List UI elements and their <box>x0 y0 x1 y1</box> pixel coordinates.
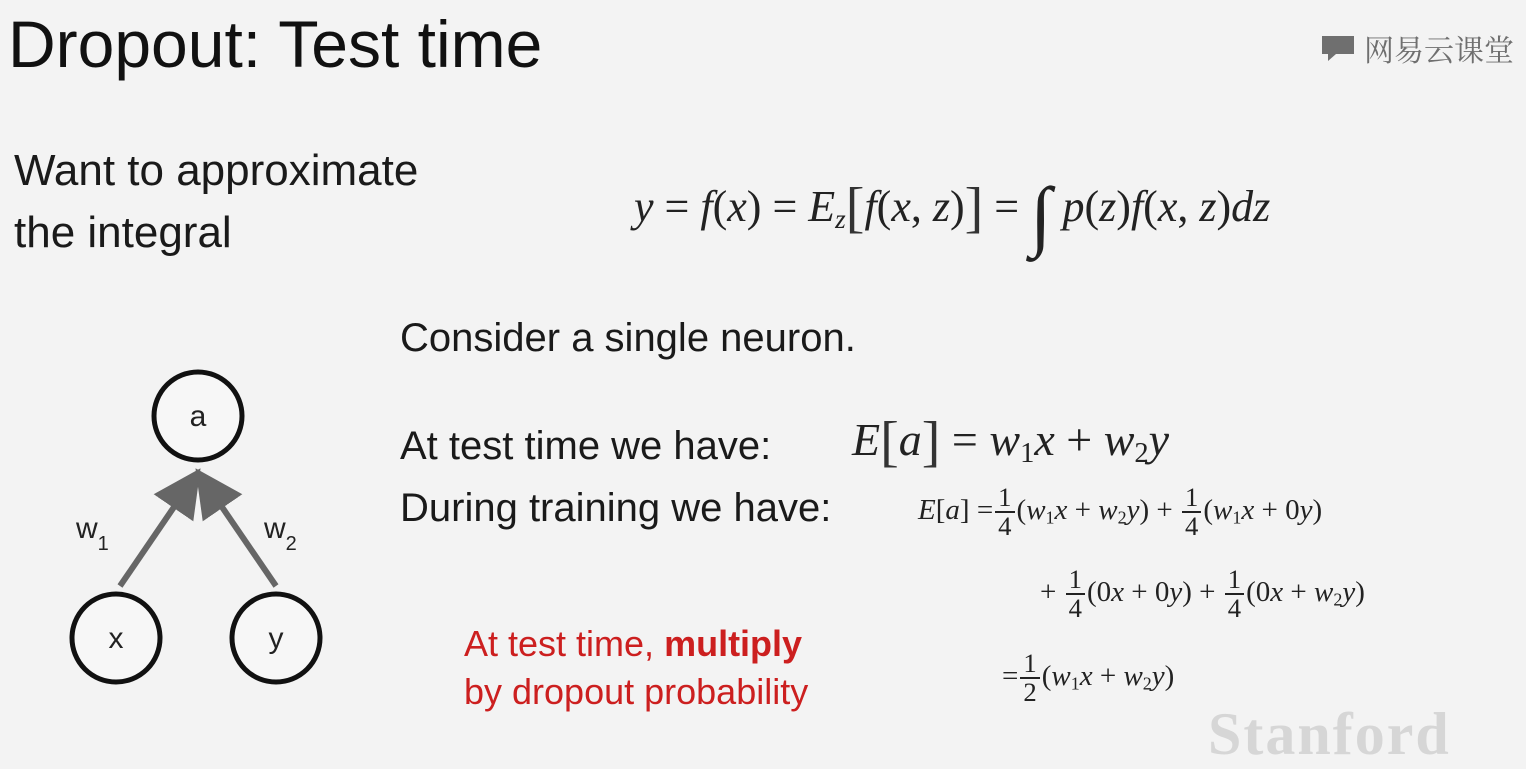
multiply-note-line-2: by dropout probability <box>464 671 809 712</box>
expectation-integral-formula: $y = f(x) = E_z[f(x$, z)] = ∫ p(z)f(x, z)dz <box>634 171 1271 258</box>
multiply-note-prefix: At test time, <box>464 623 665 664</box>
node-y-label: y <box>268 622 284 655</box>
multiply-note-bold: multiply <box>664 623 803 664</box>
netease-watermark <box>1320 26 1514 70</box>
slide-title: Dropout: Test time <box>8 7 543 81</box>
chat-bubble-icon <box>1320 34 1356 62</box>
multiply-note-line-1 <box>464 620 808 668</box>
intro-line-2: the integral <box>14 208 232 257</box>
training-formula-row-1: E[a] = $\frac{1}{4}$ $(w_1x + w_2y)$ + $\frac{1}{4}$ $(w_1x + 0y)$ <box>918 482 1323 542</box>
weight-w2-label <box>263 512 297 555</box>
training-label: During training we have: <box>400 486 832 530</box>
multiply-note <box>464 620 808 716</box>
training-formula-row-3: = $\frac{1}{2}$ $(w_1x + w_2y)$ <box>1002 648 1175 708</box>
node-a-label: a <box>189 400 207 433</box>
test-time-label: At test time we have: <box>400 424 772 468</box>
watermark-text: 网易云课堂 <box>1364 35 1514 68</box>
neuron-diagram <box>50 360 350 705</box>
edge-x-to-a <box>120 488 187 586</box>
intro-text <box>14 140 418 264</box>
weight-w1-base: w <box>76 512 98 545</box>
weight-w1-label <box>75 512 109 555</box>
training-formula-row-2: + $\frac{1}{4}$ (0x + 0y) + $\frac{1}{4}$ $(0x + w_2y)$ <box>1040 564 1365 624</box>
weight-w1-sub: 1 <box>97 533 109 555</box>
weight-w2-sub: 2 <box>285 533 297 555</box>
stanford-watermark: Stanford <box>1208 701 1451 767</box>
test-time-formula: $E[a] = w_1x + w_2y$ <box>852 411 1170 473</box>
consider-text: Consider a single neuron. <box>400 316 856 360</box>
node-x-label: x <box>108 622 124 655</box>
intro-line-1: Want to approximate <box>14 146 419 195</box>
weight-w2-base: w <box>264 512 286 545</box>
